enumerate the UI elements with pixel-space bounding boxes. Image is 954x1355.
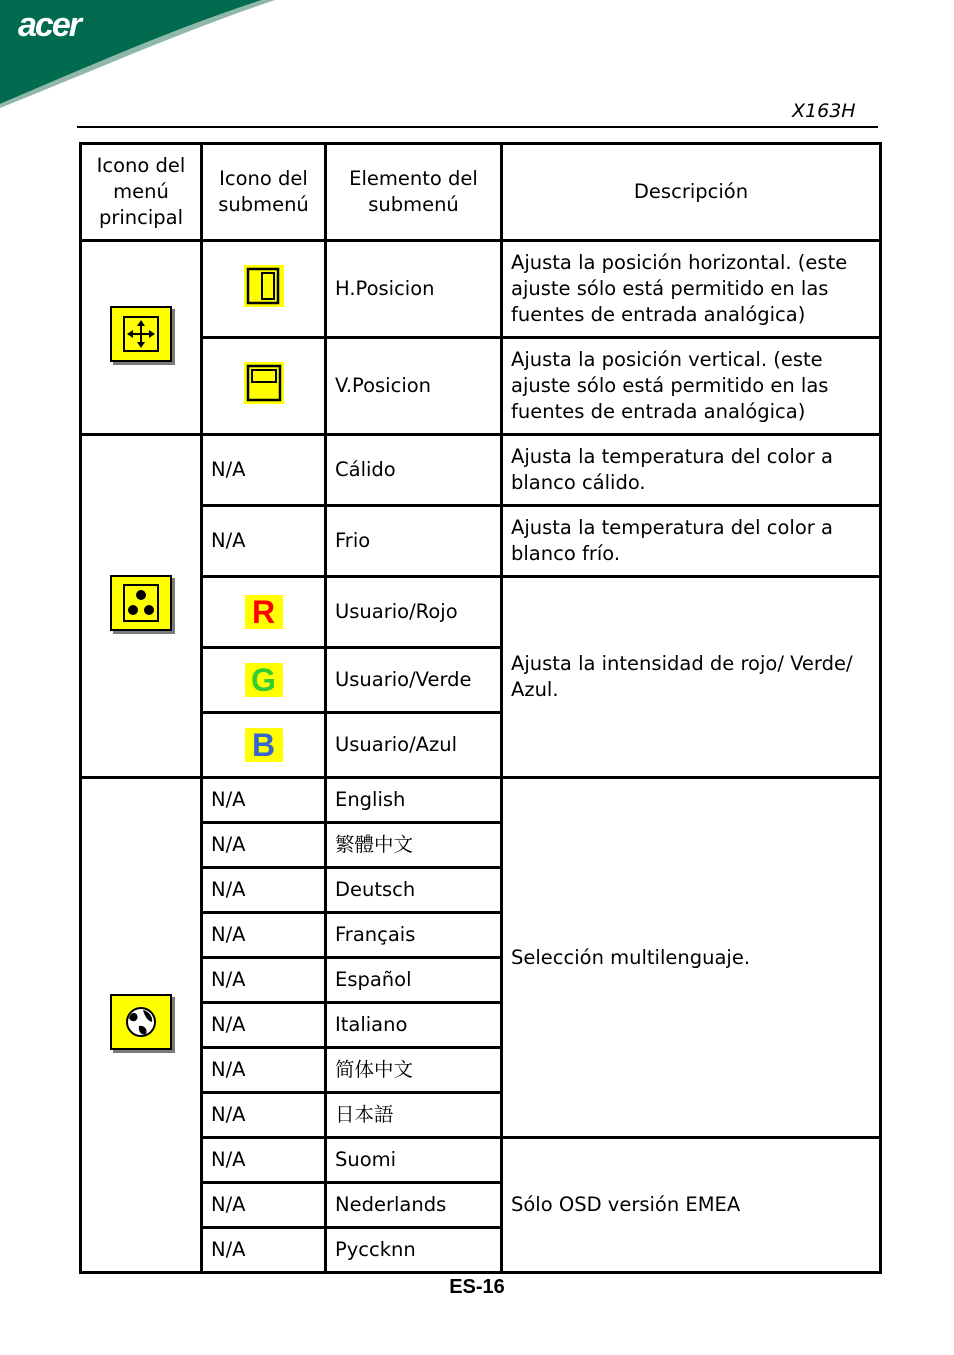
main-icon-cell-color <box>81 435 202 778</box>
sub-item: 日本語 <box>326 1093 502 1138</box>
header-main-icon: Icono del menú principal <box>81 144 202 241</box>
header-rule <box>77 126 878 128</box>
sub-item: 简体中文 <box>326 1048 502 1093</box>
sub-icon-na: N/A <box>202 1138 326 1183</box>
sub-item: Usuario/Azul <box>326 713 502 778</box>
v-position-icon <box>244 362 284 404</box>
sub-icon-na: N/A <box>202 1003 326 1048</box>
sub-icon-na: N/A <box>202 868 326 913</box>
table-header-row <box>81 144 881 241</box>
description: Ajusta la intensidad de rojo/ Verde/ Azul. <box>502 577 881 778</box>
sub-icon-cell <box>202 241 326 338</box>
header-band <box>0 0 954 110</box>
sub-icon-na: N/A <box>202 506 326 577</box>
description: Sólo OSD versión EMEA <box>502 1138 881 1273</box>
sub-item: Suomi <box>326 1138 502 1183</box>
green-swoosh <box>0 0 954 110</box>
sub-icon-cell <box>202 648 326 713</box>
sub-item: English <box>326 778 502 823</box>
sub-icon-na: N/A <box>202 1228 326 1273</box>
header-sub-item: Elemento del submenú <box>326 144 502 241</box>
main-icon-cell-position <box>81 241 202 435</box>
sub-icon-cell <box>202 713 326 778</box>
page-number: ES-16 <box>449 1276 505 1298</box>
sub-item: Usuario/Rojo <box>326 577 502 648</box>
sub-item: V.Posicion <box>326 338 502 435</box>
sub-icon-na: N/A <box>202 1183 326 1228</box>
h-position-icon <box>244 265 284 307</box>
description: Selección multilenguaje. <box>502 778 881 1138</box>
sub-icon-na: N/A <box>202 435 326 506</box>
sub-icon-cell <box>202 338 326 435</box>
sub-item: H.Posicion <box>326 241 502 338</box>
description: Ajusta la posición vertical. (este ajuste sólo está permitido en las fuentes de entrada analógica) <box>502 338 881 435</box>
header-description: Descripción <box>502 144 881 241</box>
sub-item: Usuario/Verde <box>326 648 502 713</box>
sub-item: Nederlands <box>326 1183 502 1228</box>
sub-icon-cell <box>202 577 326 648</box>
sub-icon-na: N/A <box>202 913 326 958</box>
table-row <box>81 241 881 338</box>
sub-item: Français <box>326 913 502 958</box>
sub-item: Cálido <box>326 435 502 506</box>
header-sub-icon: Icono del submenú <box>202 144 326 241</box>
sub-item: Deutsch <box>326 868 502 913</box>
description: Ajusta la temperatura del color a blanco cálido. <box>502 435 881 506</box>
sub-icon-na: N/A <box>202 778 326 823</box>
table-row <box>81 778 881 823</box>
description: Ajusta la temperatura del color a blanco frío. <box>502 506 881 577</box>
sub-icon-na: N/A <box>202 1048 326 1093</box>
sub-icon-na: N/A <box>202 958 326 1003</box>
description: Ajusta la posición horizontal. (este ajuste sólo está permitido en las fuentes de entrada analógica) <box>502 241 881 338</box>
table-row <box>81 435 881 506</box>
sub-icon-na: N/A <box>202 823 326 868</box>
position-arrows-icon <box>110 306 172 362</box>
green-g-icon: G <box>245 663 283 697</box>
sub-item: Español <box>326 958 502 1003</box>
blue-b-icon: B <box>245 728 283 762</box>
sub-item: Italiano <box>326 1003 502 1048</box>
sub-item: Frio <box>326 506 502 577</box>
acer-logo: acer <box>18 6 80 44</box>
osd-menu-table <box>79 142 882 1274</box>
model-name: X163H <box>792 100 856 122</box>
red-r-icon: R <box>245 595 283 629</box>
sub-icon-na: N/A <box>202 1093 326 1138</box>
color-temperature-icon <box>110 575 172 631</box>
globe-icon <box>110 994 172 1050</box>
sub-item: 繁體中文 <box>326 823 502 868</box>
main-icon-cell-language <box>81 778 202 1273</box>
sub-item: Pyccknn <box>326 1228 502 1273</box>
